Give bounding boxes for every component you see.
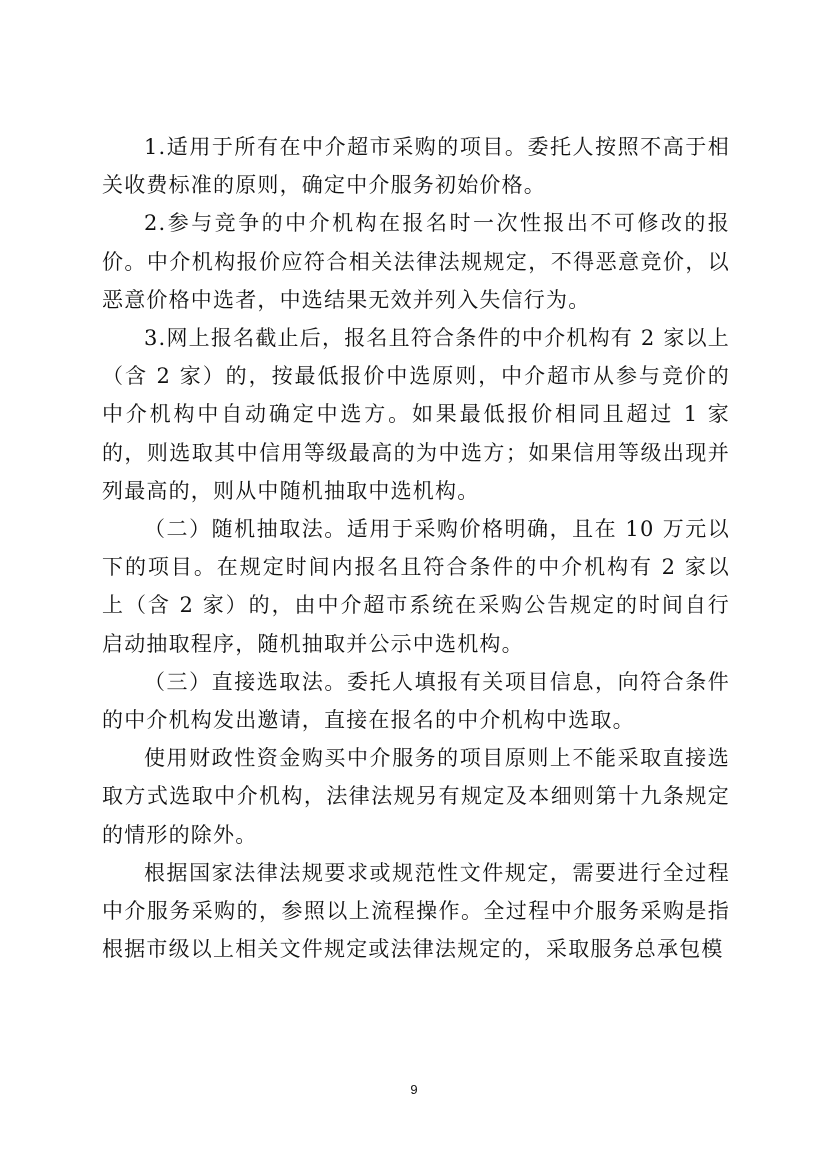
page-number: 9 bbox=[410, 1082, 418, 1097]
paragraph-direct-selection: （三）直接选取法。委托人填报有关项目信息，向符合条件的中介机构发出邀请，直接在报名的中介机构中选取。 bbox=[102, 669, 730, 733]
paragraph-one-time-quote: 2.参与竞争的中介机构在报名时一次性报出不可修改的报价。中介机构报价应符合相关法律法规规定，不得恶意竞价，以恶意价格中选者，中选结果无效并列入失信行为。 bbox=[102, 211, 730, 312]
paragraph-online-registration: 3.网上报名截止后，报名且符合条件的中介机构有 2 家以上（含 2 家）的，按最低报价中选原则，中介超市从参与竞价的中介机构中自动确定中选方。如果最低报价相同且超过 1 家的，则选取其中信用等级最高的为中选方；如果信用等级出现并列最高的，则从中随机抽取中选机构。 bbox=[102, 326, 730, 503]
paragraph-lowest-price-scope: 1.适用于所有在中介超市采购的项目。委托人按照不高于相关收费标准的原则，确定中介服务初始价格。 bbox=[102, 135, 730, 198]
paragraph-full-process: 根据国家法律法规要求或规范性文件规定，需要进行全过程中介服务采购的，参照以上流程操作。全过程中介服务采购是指根据市级以上相关文件规定或法律法规定的，采取服务总承包模 bbox=[102, 860, 730, 962]
paragraph-random-selection: （二）随机抽取法。适用于采购价格明确，且在 10 万元以下的项目。在规定时间内报名且符合条件的中介机构有 2 家以上（含 2 家）的，由中介超市系统在采购公告规定的时间自行启动抽取程序，随机抽取并公示中选机构。 bbox=[102, 517, 730, 656]
paragraph-fiscal-funds: 使用财政性资金购买中介服务的项目原则上不能采取直接选取方式选取中介机构，法律法规另有规定及本细则第十九条规定的情形的除外。 bbox=[102, 746, 730, 847]
document-body bbox=[102, 128, 730, 968]
